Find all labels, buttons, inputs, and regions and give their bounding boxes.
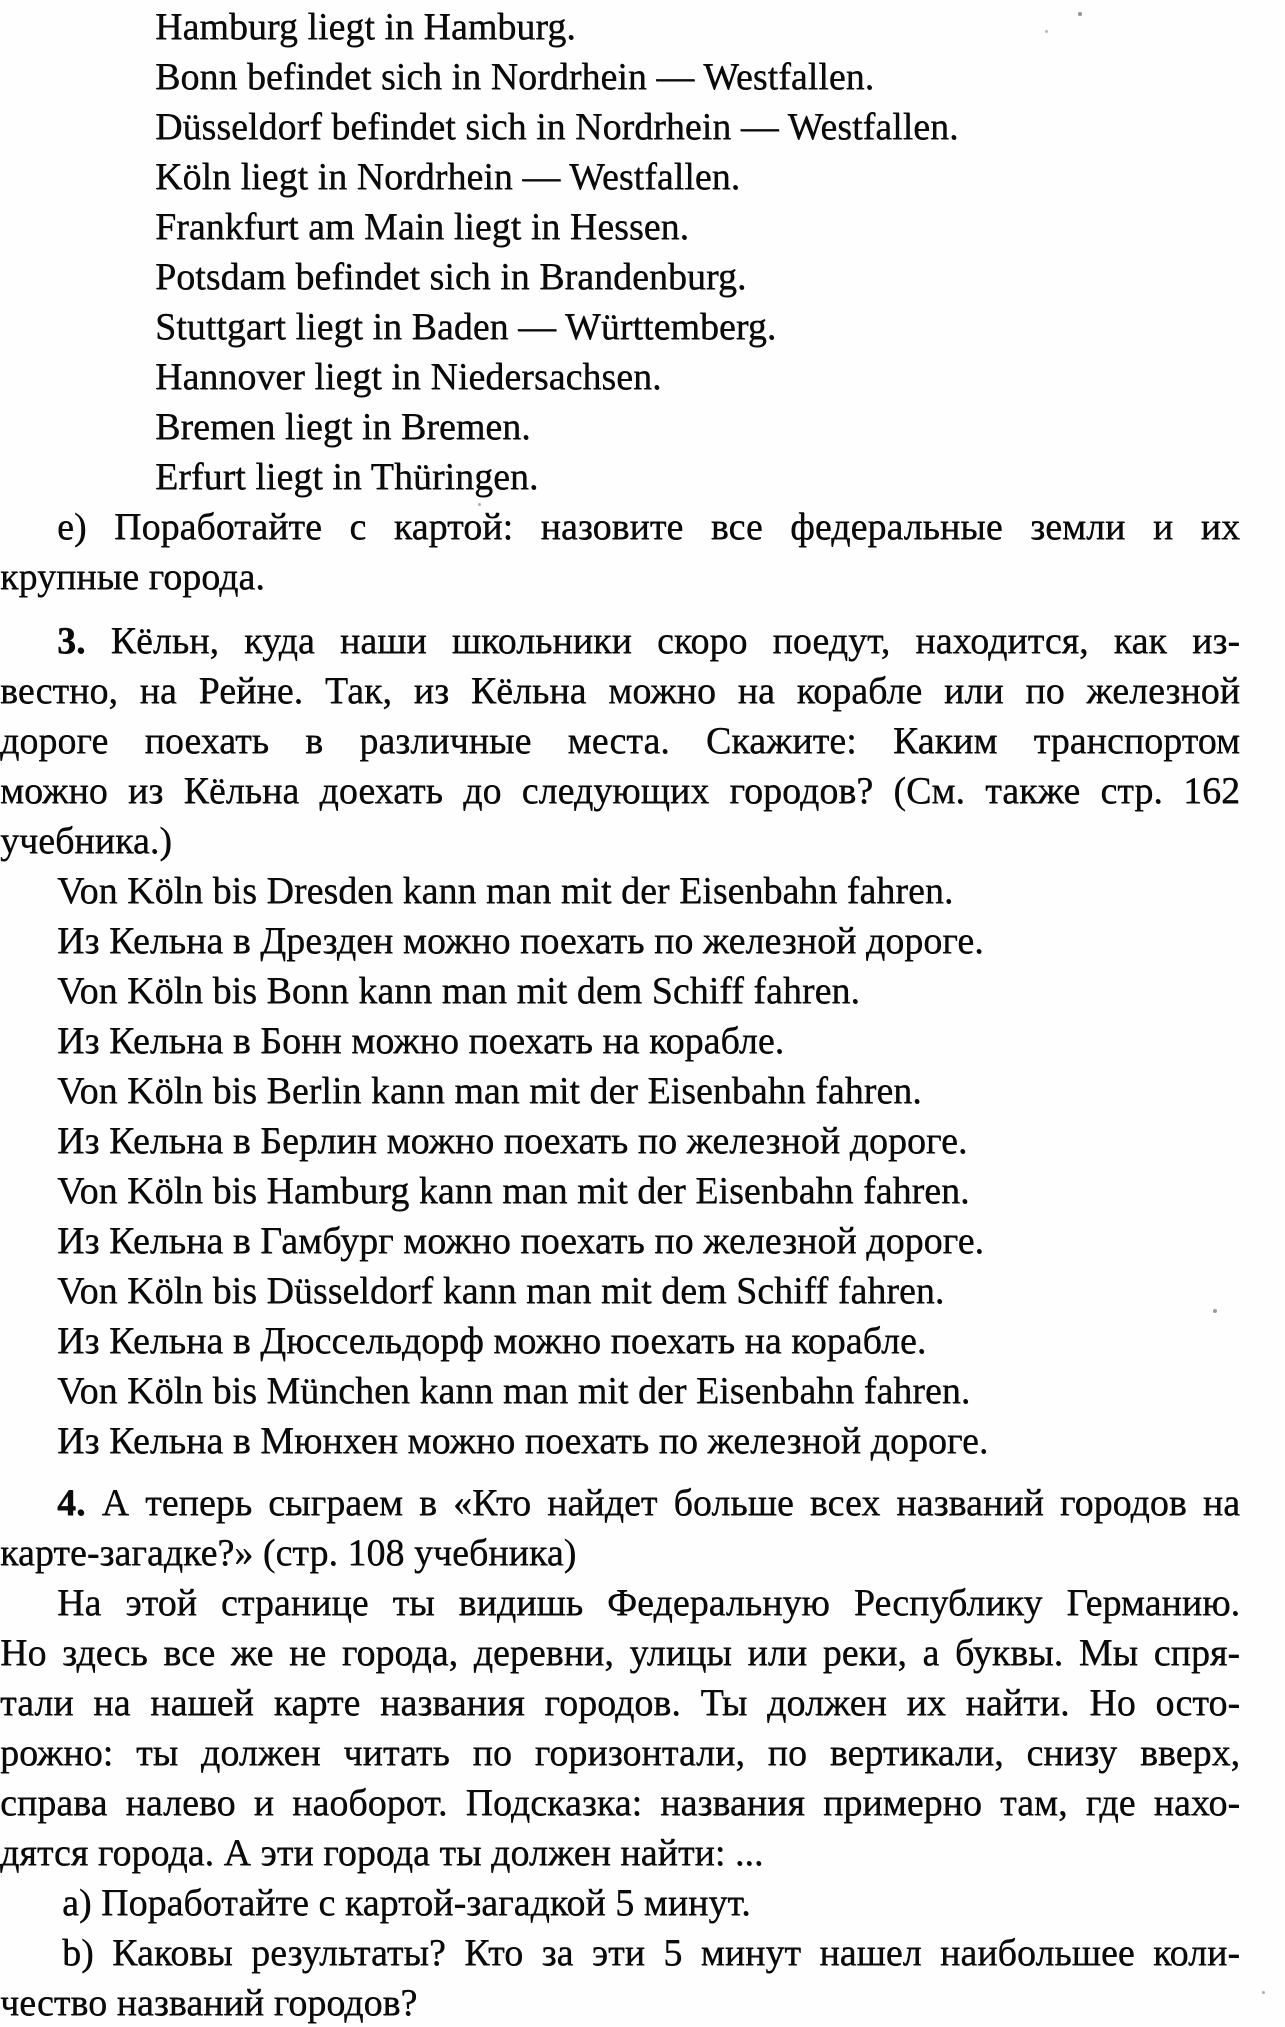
german-state-list-line-8: Hannover liegt in Niedersachsen. bbox=[155, 356, 662, 398]
task-4-paragraph bbox=[0, 1478, 1240, 1578]
task-b-paragraph-line-1: b) Каковы результаты? Кто за эти 5 минут нашел наибольшее коли- bbox=[62, 1932, 1240, 1974]
task-3-paragraph bbox=[0, 616, 1240, 866]
task-3-paragraph-number: 3. bbox=[57, 620, 86, 662]
task-a-line bbox=[0, 1878, 1240, 1928]
map-riddle-paragraph-line-4: рожно: ты должен читать по горизонтали, по вертикали, снизу вверх, bbox=[0, 1732, 1240, 1774]
transport-sentences-line-9: Von Köln bis Düsseldorf kann man mit dem Schiff fahren. bbox=[57, 1270, 945, 1312]
german-state-list bbox=[0, 2, 1240, 502]
german-state-list-line-5: Frankfurt am Main liegt in Hessen. bbox=[155, 206, 690, 248]
task-b-paragraph-line-2: чество названий городов? bbox=[0, 1982, 418, 2024]
map-riddle-paragraph-line-6: дятся города. А эти города ты должен найти: ... bbox=[0, 1832, 764, 1874]
task-a-line-line-1: a) Поработайте с картой-загадкой 5 минут. bbox=[62, 1882, 751, 1924]
transport-sentences-line-4: Из Кельна в Бонн можно поехать на корабле. bbox=[57, 1020, 785, 1062]
transport-sentences-line-3: Von Köln bis Bonn kann man mit dem Schiff fahren. bbox=[57, 970, 860, 1012]
transport-sentences-line-11: Von Köln bis München kann man mit der Eisenbahn fahren. bbox=[57, 1370, 971, 1412]
transport-sentences-line-7: Von Köln bis Hamburg kann man mit der Eisenbahn fahren. bbox=[57, 1170, 970, 1212]
transport-sentences-line-2: Из Кельна в Дрезден можно поехать по железной дороге. bbox=[57, 920, 984, 962]
transport-sentences-line-8: Из Кельна в Гамбург можно поехать по железной дороге. bbox=[57, 1220, 984, 1262]
map-riddle-paragraph-line-3: тали на нашей карте названия городов. Ты должен их найти. Но осто- bbox=[0, 1682, 1240, 1724]
german-state-list-line-1: Hamburg liegt in Hamburg. bbox=[155, 6, 576, 48]
task-4-paragraph-number: 4. bbox=[57, 1482, 86, 1524]
scan-speck-4 bbox=[1213, 1309, 1217, 1313]
task-e-paragraph-line-1: e) Поработайте с картой: назовите все федеральные земли и их bbox=[57, 506, 1240, 548]
transport-sentences-line-10: Из Кельна в Дюссельдорф можно поехать на корабле. bbox=[57, 1320, 927, 1362]
german-state-list-line-10: Erfurt liegt in Thüringen. bbox=[155, 456, 539, 498]
map-riddle-paragraph-line-5: справа налево и наоборот. Подсказка: названия примерно там, где нахо- bbox=[0, 1782, 1240, 1824]
task-3-paragraph-line-2: вестно, на Рейне. Так, из Кёльна можно на корабле или по железной bbox=[0, 670, 1240, 712]
german-state-list-line-6: Potsdam befindet sich in Brandenburg. bbox=[155, 256, 747, 298]
task-e-paragraph-line-2: крупные города. bbox=[0, 556, 265, 598]
transport-sentences bbox=[0, 866, 1240, 1466]
german-state-list-line-2: Bonn befindet sich in Nordrhein — Westfallen. bbox=[155, 56, 875, 98]
task-4-paragraph-line-2: карте-загадке?» (стр. 108 учебника) bbox=[0, 1532, 577, 1574]
task-3-paragraph-line-5: учебника.) bbox=[0, 820, 172, 862]
task-e-paragraph bbox=[0, 502, 1240, 602]
german-state-list-line-4: Köln liegt in Nordrhein — Westfallen. bbox=[155, 156, 741, 198]
map-riddle-paragraph-line-2: Но здесь все же не города, деревни, улицы или реки, а буквы. Мы спря- bbox=[0, 1632, 1240, 1674]
scan-speck-2 bbox=[1045, 30, 1048, 33]
german-state-list-line-7: Stuttgart liegt in Baden — Württemberg. bbox=[155, 306, 777, 348]
transport-sentences-line-6: Из Кельна в Берлин можно поехать по железной дороге. bbox=[57, 1120, 968, 1162]
scan-speck-3 bbox=[478, 503, 481, 506]
german-state-list-line-9: Bremen liegt in Bremen. bbox=[155, 406, 531, 448]
task-3-paragraph-line-4: можно из Кёльна доехать до следующих городов? (См. также стр. 162 bbox=[0, 770, 1240, 812]
task-b-paragraph bbox=[0, 1928, 1240, 2027]
transport-sentences-line-12: Из Кельна в Мюнхен можно поехать по железной дороге. bbox=[57, 1420, 989, 1462]
scan-speck-1 bbox=[1078, 12, 1082, 16]
transport-sentences-line-1: Von Köln bis Dresden kann man mit der Eisenbahn fahren. bbox=[57, 870, 954, 912]
scan-speck-5 bbox=[1262, 1991, 1265, 1994]
task-3-paragraph-line-1: 3. Кёльн, куда наши школьники скоро поедут, находится, как из- bbox=[57, 620, 1240, 662]
task-4-paragraph-line-1: 4. А теперь сыграем в «Кто найдет больше всех названий городов на bbox=[57, 1482, 1240, 1524]
transport-sentences-line-5: Von Köln bis Berlin kann man mit der Eisenbahn fahren. bbox=[57, 1070, 922, 1112]
map-riddle-paragraph bbox=[0, 1578, 1240, 1878]
map-riddle-paragraph-line-1: На этой странице ты видишь Федеральную Республику Германию. bbox=[57, 1582, 1240, 1624]
german-state-list-line-3: Düsseldorf befindet sich in Nordrhein — Westfallen. bbox=[155, 106, 959, 148]
task-3-paragraph-line-3: дороге поехать в различные места. Скажите: Каким транспортом bbox=[0, 720, 1240, 762]
